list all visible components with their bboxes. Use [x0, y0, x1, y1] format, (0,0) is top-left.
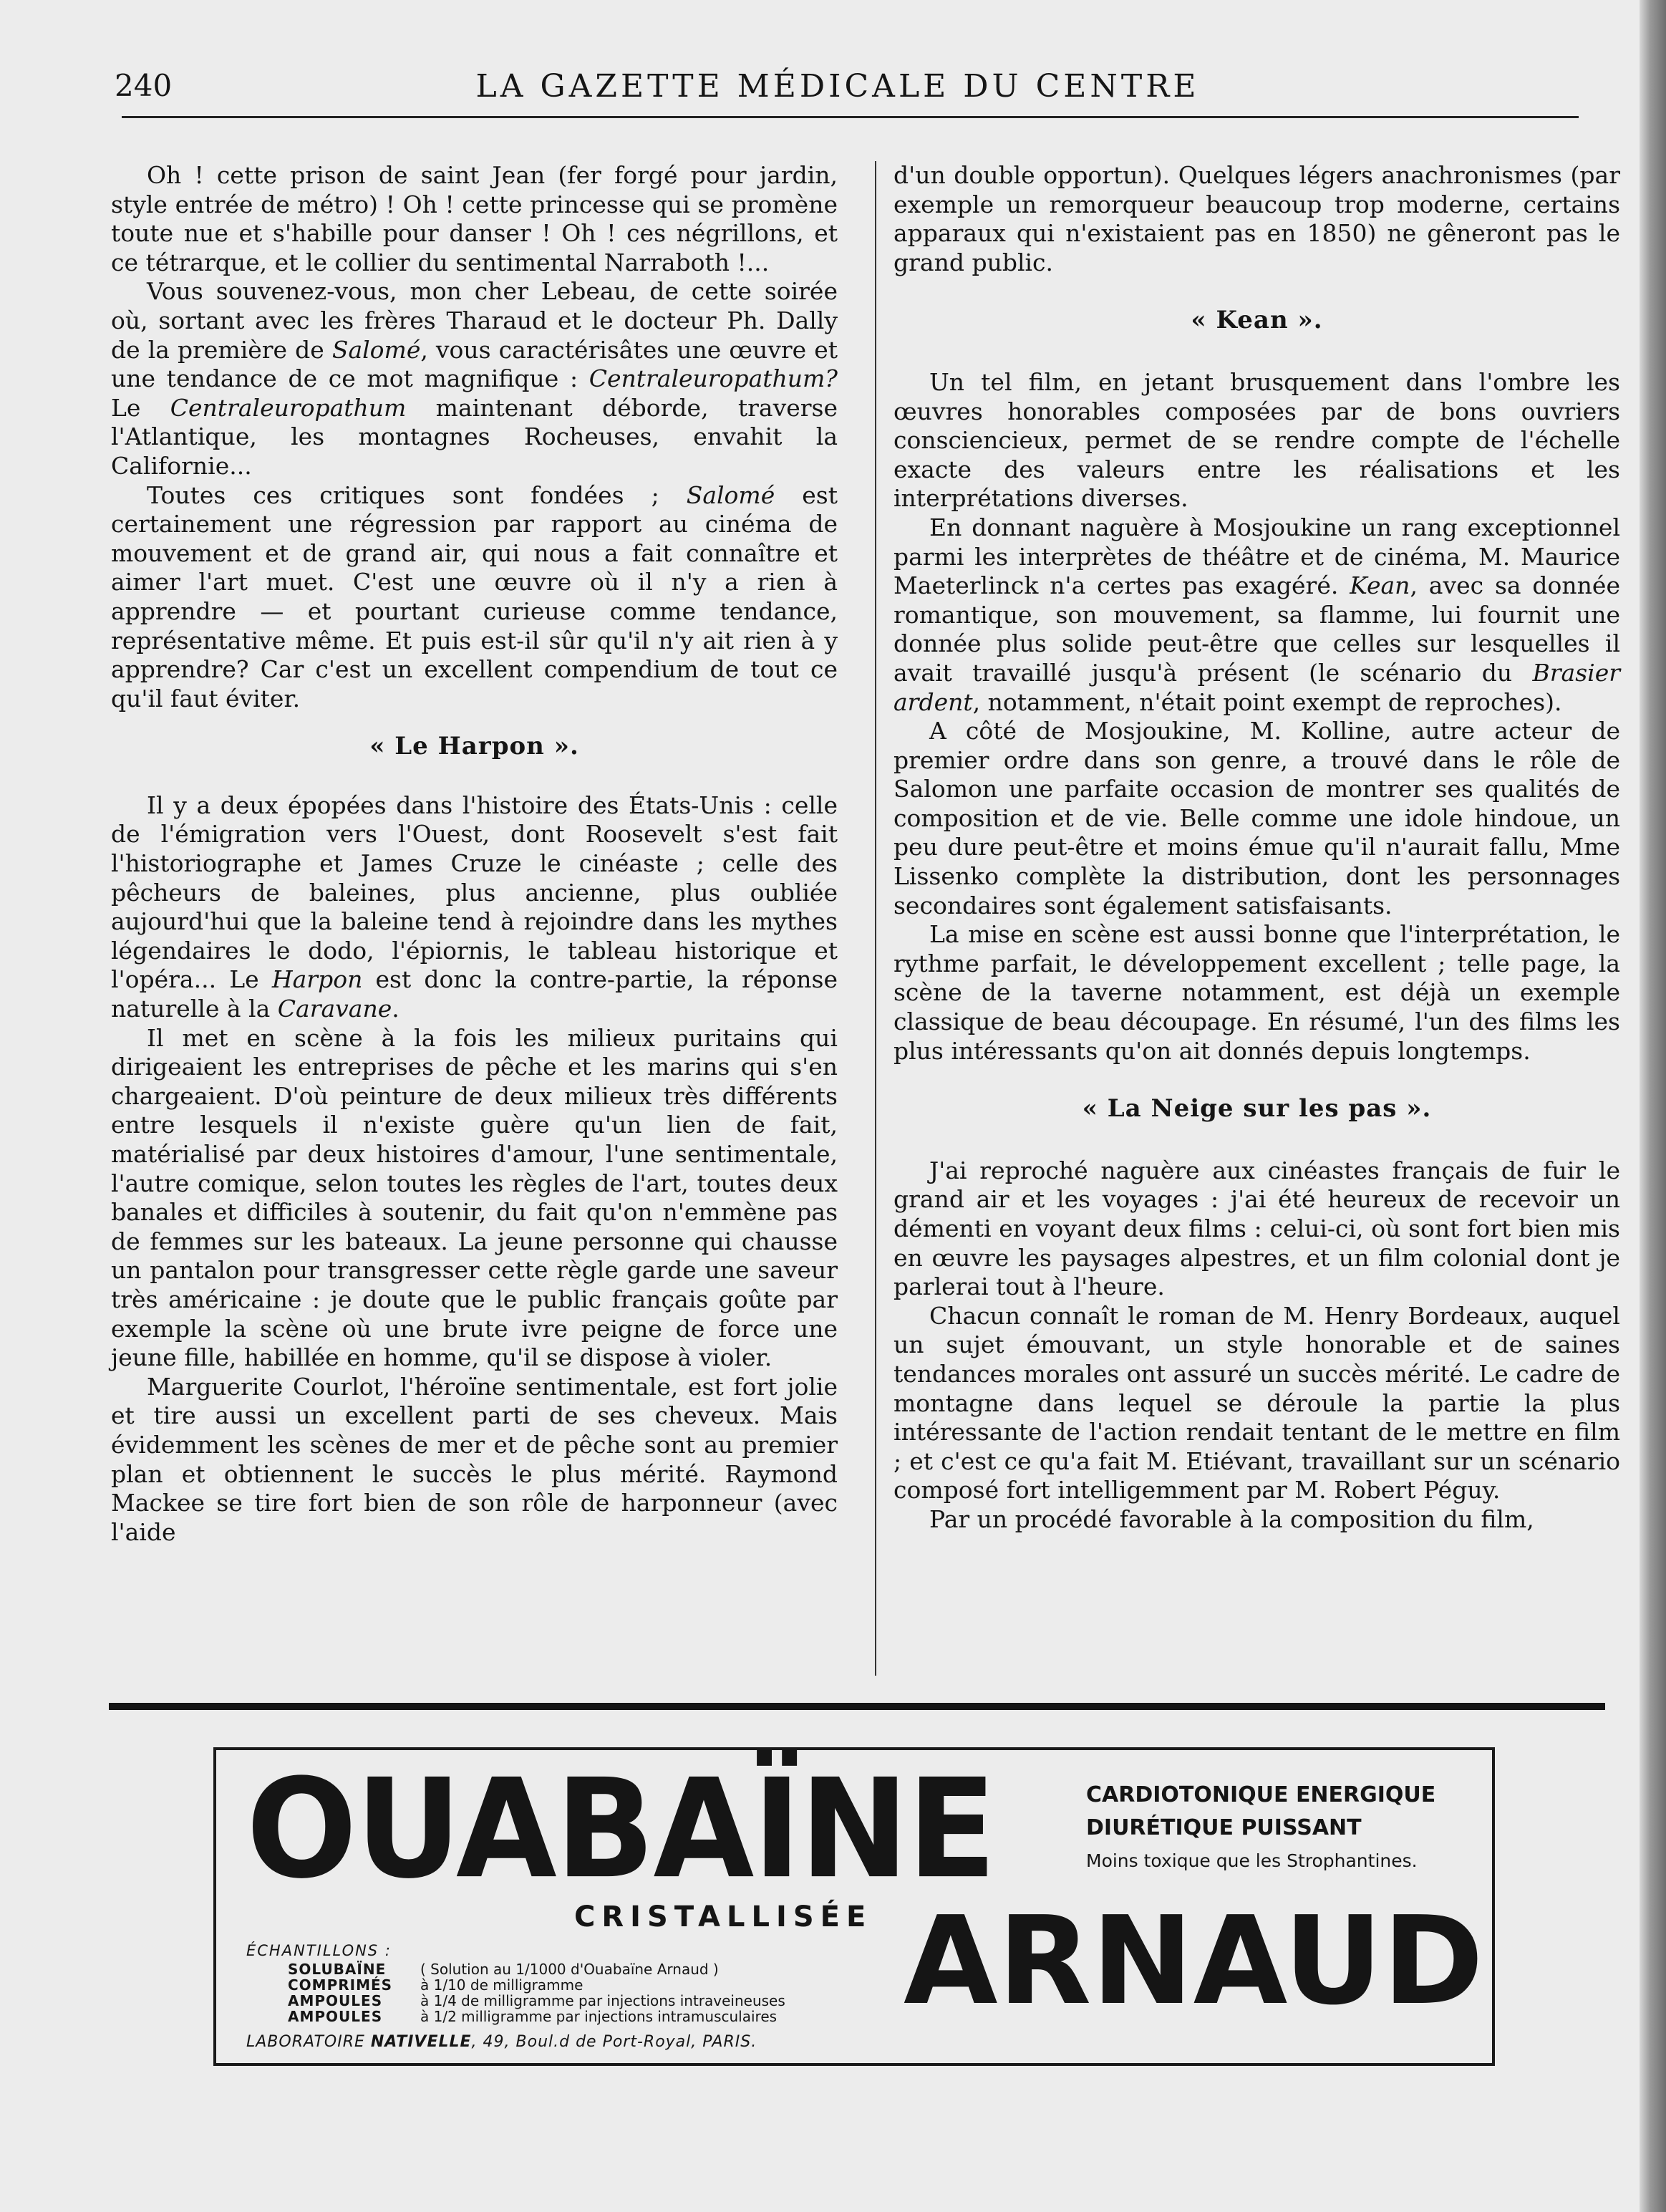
paragraph: En donnant naguère à Mosjoukine un rang exceptionnel parmi les interprètes de théâtre et de cinéma, M. Maurice Maeterlinck n'a certes pas exagéré. Kean, avec sa donnée romantique, son mouvement, sa flamme, lui fournit une donnée plus solide peut-être que celles sur lesquelles il avait travaillé jusqu'à présent (le scénario du Brasier ardent, notamment, n'était point exempt de reproches). [893, 513, 1620, 716]
ad-sample-row: COMPRIMÉS à 1/10 de milligramme [288, 1976, 583, 1994]
right-column [893, 161, 1620, 1694]
paragraph: Vous souvenez-vous, mon cher Lebeau, de cette soirée où, sortant avec les frères Tharaud et le docteur Ph. Dally de la première de Salomé, vous caractérisâtes une œuvre et une tendance de ce mot magnifique : Centraleuropathum? Le Centraleuropathum maintenant déborde, traverse l'Atlantique, les montagnes Rocheuses, envahit la Californie... [111, 277, 838, 480]
ad-tagline [1086, 1779, 1435, 1878]
column-divider [875, 161, 876, 1676]
ad-tagline-line: CARDIOTONIQUE ENERGIQUE [1086, 1782, 1436, 1807]
paragraph: A côté de Mosjoukine, M. Kolline, autre acteur de premier ordre dans son genre, a trouvé dans le rôle de Salomon une parfaite occasion de montrer ses qualités de composition et de vie. Belle comme une idole hindoue, un peu dure peut-être et moins émue qu'il n'aurait fallu, Mme Lissenko complète la distribution, dont les personnages secondaires sont également satisfaisants. [893, 717, 1620, 919]
ad-tagline-line: DIURÉTIQUE PUISSANT [1086, 1815, 1362, 1840]
ad-samples-list [288, 1961, 785, 2024]
paragraph: La mise en scène est aussi bonne que l'interprétation, le rythme parfait, le développement excellent ; telle page, la scène de la taverne notamment, est déjà un exemple classique de beau découpage. En résumé, l'un des films les plus intéressants qu'on ait donnés depuis longtemps. [893, 920, 1620, 1065]
section-heading-kean: « Kean ». [1191, 306, 1323, 335]
paragraph: Il y a deux épopées dans l'histoire des États-Unis : celle de l'émigration vers l'Ouest, dont Roosevelt s'est fait l'historiographe et James Cruze le cinéaste ; celle des pêcheurs de baleines, plus ancienne, plus oubliée aujourd'hui que la baleine tend à rejoindre dans les mythes légendaires le dodo, l'épiornis, le tableau historique et l'opéra... Le Harpon est donc la contre-partie, la réponse naturelle à la Caravane. [111, 791, 838, 1023]
paragraph: Marguerite Courlot, l'héroïne sentimentale, est fort jolie et tire aussi un excellent parti de ses cheveux. Mais évidemment les scènes de mer et de pêche sont au premier plan et obtiennent le succès le plus mérité. Raymond Mackee se tire fort bien de son rôle de harponneur (avec l'aide [111, 1372, 838, 1546]
page-number: 240 [115, 68, 173, 103]
ad-sample-row: SOLUBAÏNE ( Solution au 1/1000 d'Ouabaïne Arnaud ) [288, 1961, 719, 1978]
header-rule [122, 116, 1579, 118]
ad-samples-label: ÉCHANTILLONS : [246, 1942, 392, 1959]
page-header [115, 68, 1561, 111]
paragraph: Par un procédé favorable à la composition du film, [929, 1505, 1534, 1533]
ad-sample-row: AMPOULES à 1/4 de milligramme par injections intraveineuses [288, 1992, 785, 2009]
section-heading-neige: « La Neige sur les pas ». [1082, 1094, 1432, 1124]
section-rule [109, 1703, 1605, 1710]
paragraph: Chacun connaît le roman de M. Henry Bordeaux, auquel un sujet émouvant, un style honorable et de saines tendances morales ont assuré un succès mérité. Le cadre de montagne dans lequel se déroule la partie la plus intéressante de l'action rendait tentant de le mettre en film ; et c'est ce qu'a fait M. Etiévant, travaillant sur un scénario composé fort intelligemment par M. Robert Péguy. [893, 1301, 1620, 1505]
ad-sample-row: AMPOULES à 1/2 milligramme par injections intramusculaires [288, 2008, 778, 2025]
paragraph: J'ai reproché naguère aux cinéastes français de fuir le grand air et les voyages : j'ai été heureux de recevoir un démenti en voyant deux films : celui-ci, où sont fort bien mis en œuvre les paysages alpestres, et un film colonial dont je parlerai tout à l'heure. [893, 1156, 1620, 1301]
paragraph: d'un double opportun). Quelques légers anachronismes (par exemple un remorqueur beaucoup trop moderne, certains apparaux qui n'existaient pas en 1850) ne gêneront pas le grand public. [893, 161, 1620, 276]
page-edge-shadow [1640, 0, 1666, 2212]
ad-subtitle: CRISTALLISÉE [574, 1901, 873, 1933]
paragraph: Un tel film, en jetant brusquement dans l'ombre les œuvres honorables composées par de bons ouvriers consciencieux, permet de se rendre compte de l'échelle exacte des valeurs entre les réalisations et les interprétations diverses. [893, 367, 1620, 513]
paragraph: Il met en scène à la fois les milieux puritains qui dirigeaient les entreprises de pêche et les marins qui s'en chargeaient. D'où peinture de deux milieux très différents entre lesquels il n'existe guère qu'un lien de fait, matérialisé par deux histoires d'amour, l'une sentimentale, l'autre comique, selon toutes les règles de l'art, toutes deux banales et difficiles à soutenir, du fait qu'on n'emmène pas de femmes sur les bateaux. La jeune personne qui chausse un pantalon pour transgresser cette règle garde une saveur très américaine : je doute que le public français goûte par exemple la scène où une brute ivre peigne de force une jeune fille, habillée en homme, qu'il se dispose à violer. [111, 1023, 838, 1372]
journal-title: LA GAZETTE MÉDICALE DU CENTRE [475, 68, 1200, 105]
section-heading-harpon: « Le Harpon ». [369, 732, 579, 761]
paragraph: Oh ! cette prison de saint Jean (fer forgé pour jardin, style entrée de métro) ! Oh ! cette princesse qui se promène toute nue et s'habille pour danser ! Oh ! ces négrillons, et ce tétrarque, et le collier du sentimental Narraboth !... [111, 161, 838, 276]
ad-laboratory: LABORATOIRE NATIVELLE, 49, Boul.d de Port-Royal, PARIS. [246, 2033, 757, 2051]
ad-brand-name: OUABAÏNE [246, 1749, 995, 1909]
left-column [111, 161, 838, 1694]
ad-maker-name: ARNAUD [904, 1890, 1484, 2032]
paragraph: Toutes ces critiques sont fondées ; Salomé est certainement une régression par rapport au cinéma de mouvement et de grand air, qui nous a fait connaître et aimer l'art muet. C'est une œuvre où il n'y a rien à apprendre — et pourtant curieuse comme tendance, représentative même. Et puis est-il sûr qu'il n'y ait rien à y apprendre? Car c'est un excellent compendium de tout ce qu'il faut éviter. [111, 480, 838, 713]
ad-tagline-line: Moins toxique que les Strophantines. [1086, 1850, 1418, 1871]
advertisement [213, 1747, 1495, 2066]
